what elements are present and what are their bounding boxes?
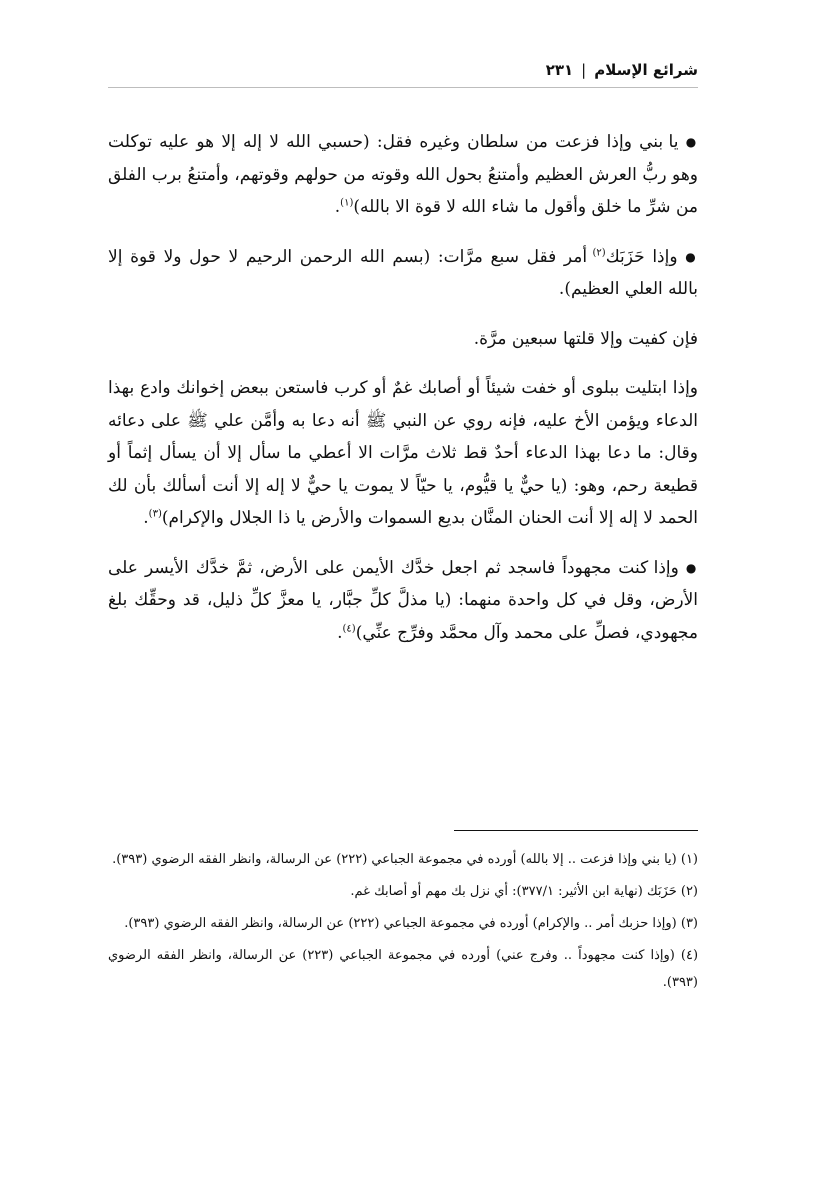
footnote-divider bbox=[454, 830, 698, 831]
footnote-ref-2[interactable]: (٢) bbox=[592, 246, 606, 258]
paragraph-1-end: . bbox=[334, 197, 341, 217]
running-header bbox=[108, 58, 698, 82]
footnote-4: (٤) (وإذا كنت مجهوداً .. وفرج عني) أورده في مجموعة الجباعي (٢٢٣) عن الرسالة، وانظر الفقه الرضوي (٣٩٣). bbox=[108, 948, 699, 990]
paragraph-1 bbox=[108, 126, 698, 224]
bullet-icon: ● bbox=[685, 249, 698, 264]
paragraph-5-text: وإذا كنت مجهوداً فاسجد ثم اجعل خدَّك الأيمن على الأرض، ثمَّ خدَّك الأيسر على الأرض، وقل في كل واحدة منهما: (يا مذلَّ كلِّ جبَّار، يا معزَّ كلِّ ذليل، قد وحقِّك بلغ مجهودي، فصلِّ على محمد وآل محمَّد وفرِّج عنِّي) bbox=[108, 557, 698, 643]
footnote-3: (٣) (وإذا حزبك أمر .. والإكرام) أورده في مجموعة الجباعي (٢٢٢) عن الرسالة، وانظر الفقه الرضوي (٣٩٣). bbox=[124, 916, 698, 931]
bullet-icon: ● bbox=[685, 135, 699, 149]
footnote-2: (٢) حَزَبَك (نهاية ابن الأثير: ٣٧٧/١): أي نزل بك مهم أو أصابك غم. bbox=[350, 884, 698, 899]
paragraph-2-start: وإذا حَزَبَك bbox=[605, 246, 678, 267]
footnote-ref-3[interactable]: (٣) bbox=[148, 508, 162, 520]
paragraph-5-end: . bbox=[337, 622, 343, 643]
book-title: شرائع الإسلام bbox=[594, 61, 698, 79]
bullet-icon: ● bbox=[685, 560, 699, 575]
footnote-ref-4[interactable]: (٤) bbox=[342, 622, 356, 634]
paragraph-3-text: فإن كفيت وإلا قلتها سبعين مرَّة. bbox=[473, 328, 698, 349]
page-number: ٢٣١ bbox=[545, 61, 574, 79]
paragraph-3 bbox=[108, 323, 698, 356]
footnote-ref-1[interactable]: (١) bbox=[340, 197, 354, 209]
paragraph-1-text: يا بني وإذا فزعت من سلطان وغيره فقل: (حسبي الله لا إله إلا هو عليه توكلت وهو ربُّ العرش العظيم وأمتنعُ بحول الله وقوته من حولهم وقوتهم، وأمتنعُ برب الفلق من شرِّ ما خلق وأقول ما شاء الله لا قوة الا بالله) bbox=[108, 132, 698, 217]
main-text bbox=[108, 126, 698, 666]
footnotes bbox=[108, 846, 698, 1001]
header-divider bbox=[108, 87, 698, 88]
header-separator: | bbox=[581, 61, 587, 79]
paragraph-4-end: . bbox=[143, 508, 149, 528]
paragraph-5 bbox=[108, 552, 698, 650]
footnote-1: (١) (يا بني وإذا فزعت .. إلا بالله) أورده في مجموعة الجباعي (٢٢٢) عن الرسالة، وانظر الفقه الرضوي (٣٩٣). bbox=[112, 852, 698, 867]
paragraph-4-text: وإذا ابتليت ببلوى أو خفت شيئاً أو أصابك غمٌ أو كرب فاستعن ببعض إخوانك وادع بهذا الدعاء ويؤمن الأخ عليه، فإنه روي عن النبي ﷺ أنه دعا به وأمَّن علي ﷺ على دعائه وقال: ما دعا بهذا الدعاء أحدٌ قط ثلاث مرَّات الا أعطي ما سأل إلا أن يسأل إثماً أو قطيعة رحم، وهو: (يا حيٌّ يا قيُّوم، يا حيّاً لا يموت يا حيٌّ لا إله إلا أنت أسألك بأن لك الحمد لا إله إلا أنت الحنان المنَّان بديع السموات والأرض يا ذا الجلال والإكرام) bbox=[108, 378, 698, 528]
paragraph-2-text: أمر فقل سبع مرَّات: (بسم الله الرحمن الرحيم لا حول ولا قوة إلا بالله العلي العظيم). bbox=[108, 246, 698, 299]
paragraph-4 bbox=[108, 372, 698, 535]
paragraph-2 bbox=[108, 241, 698, 306]
